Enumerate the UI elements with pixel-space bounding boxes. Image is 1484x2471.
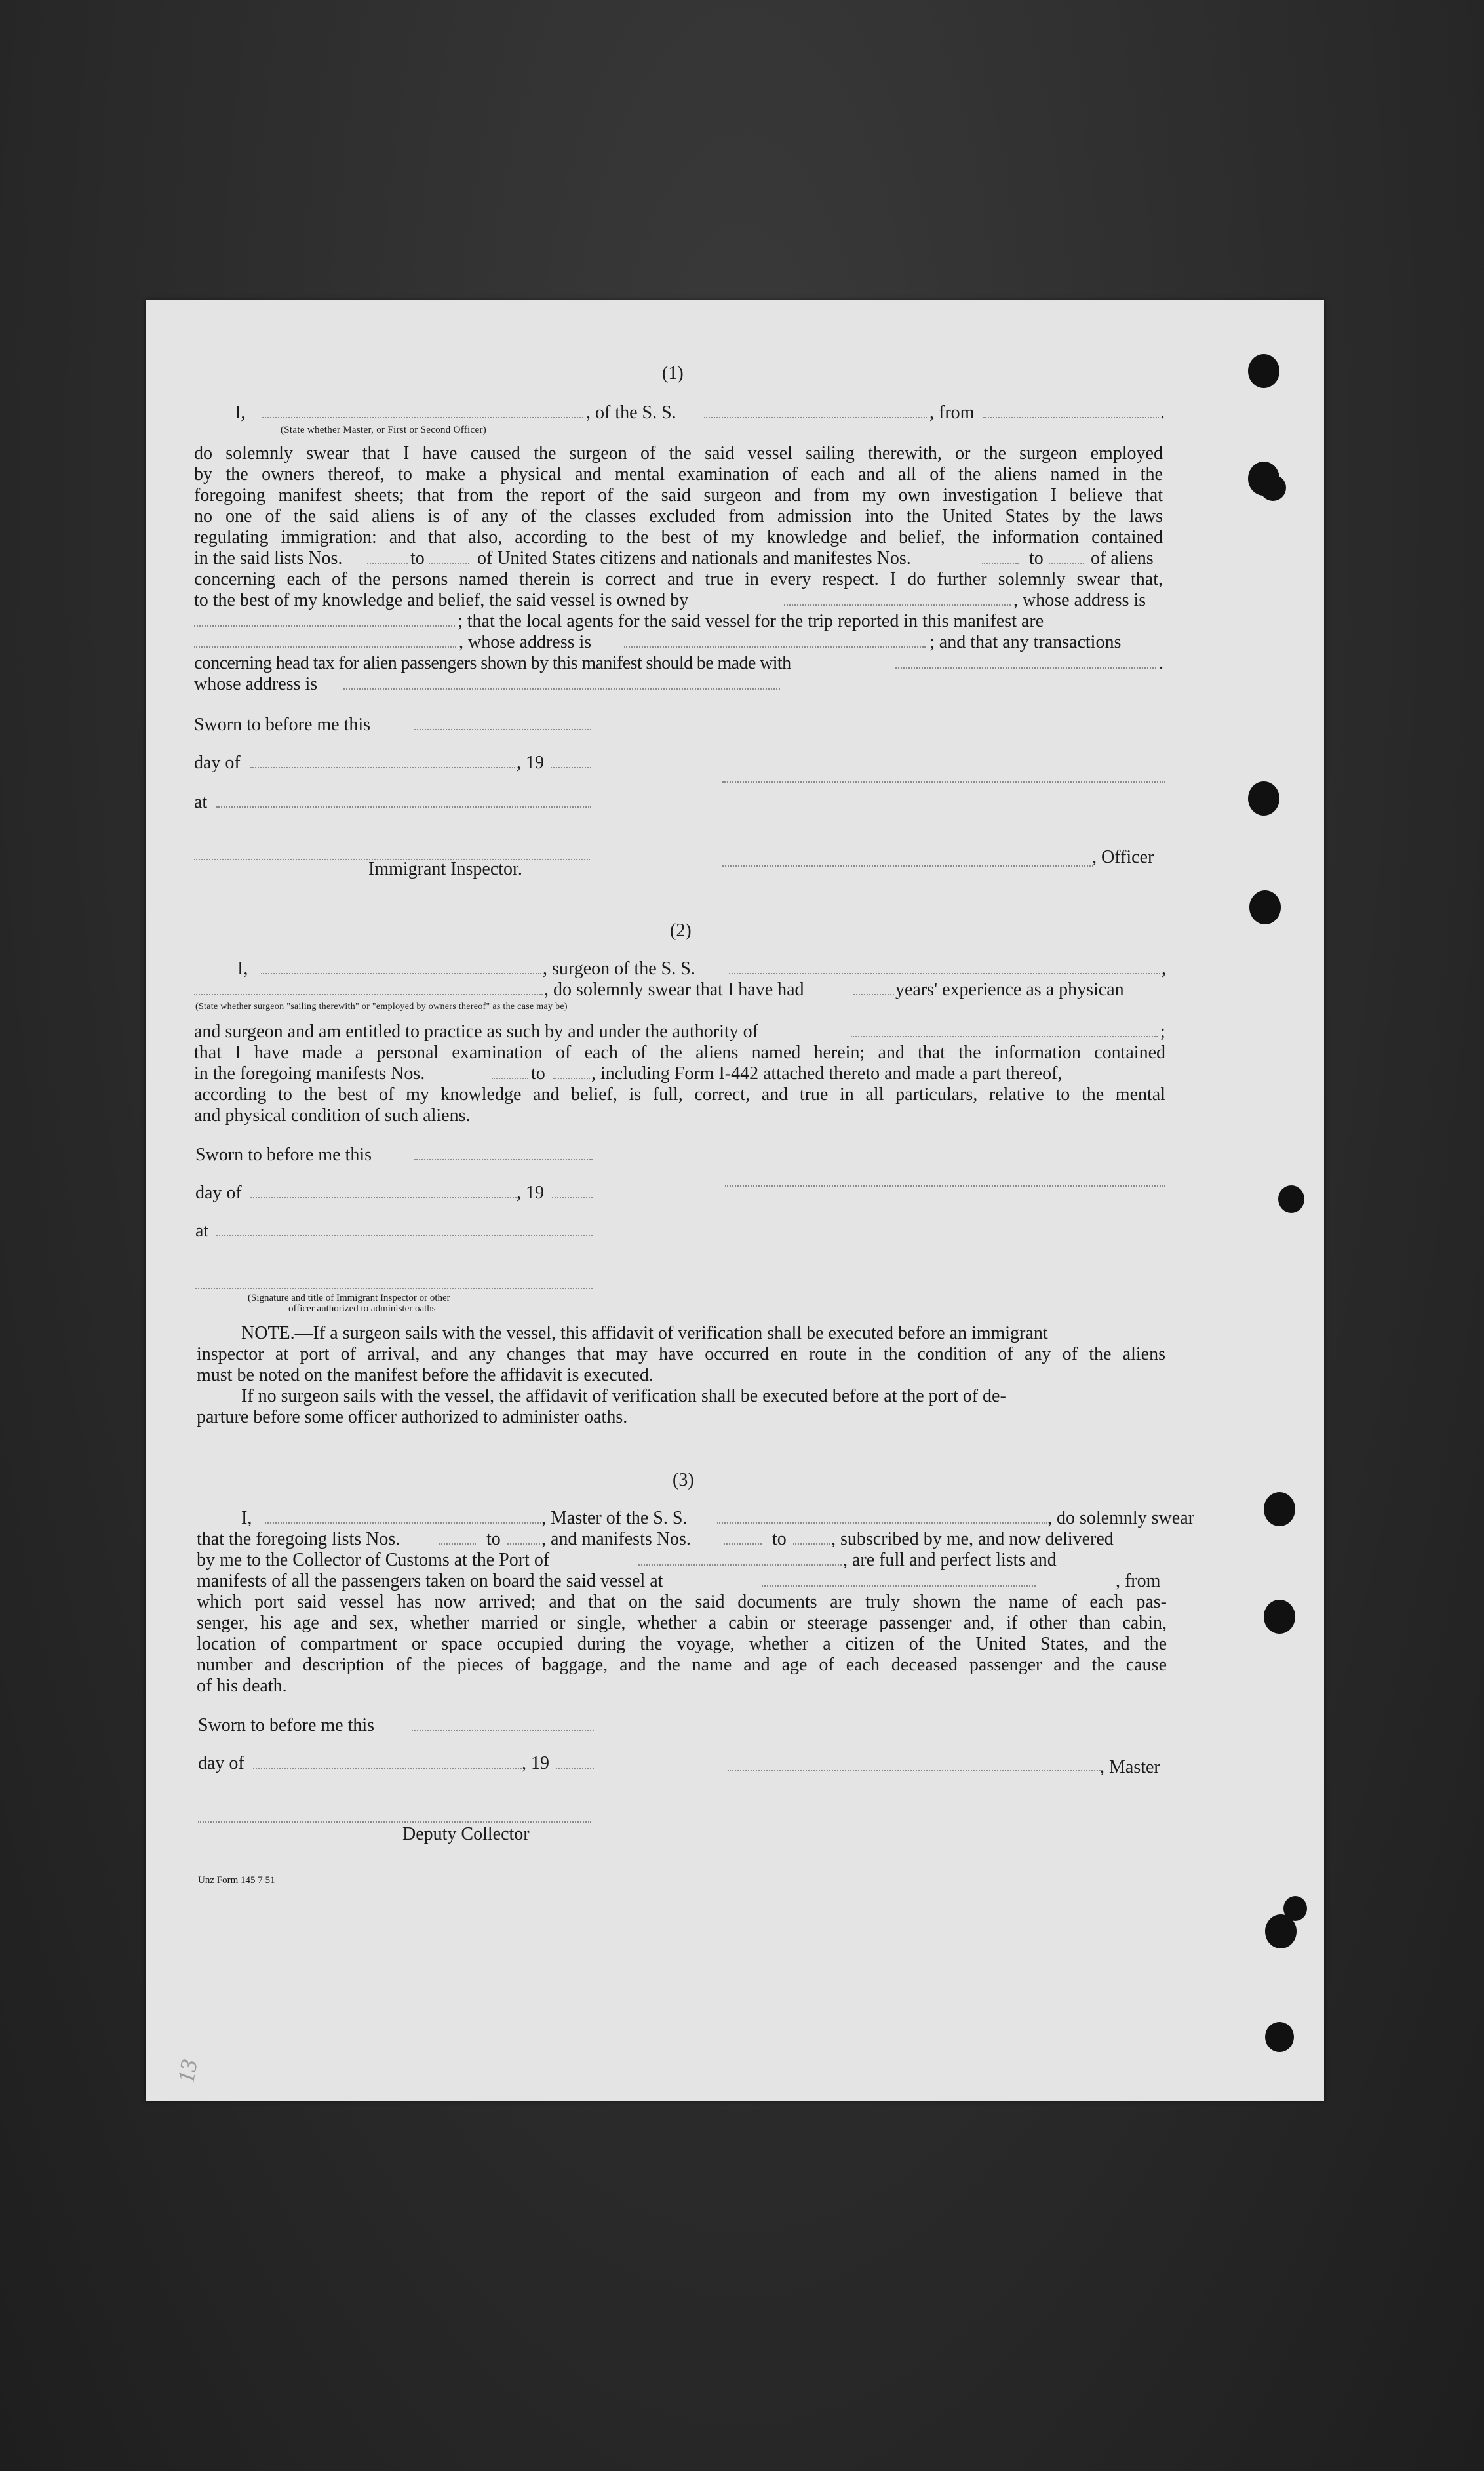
- s1-local-agents: ; that the local agents for the said vessel for the trip reported in this manifest are: [458, 611, 1044, 631]
- s2-authority: and surgeon and am entitled to practice as such by and under the authority of: [194, 1021, 758, 1042]
- s2-year: , 19: [517, 1183, 544, 1203]
- s1-to: to: [410, 548, 425, 568]
- master-name-field[interactable]: [262, 417, 583, 418]
- s3-body-line: which port said vessel has now arrived; and that on the said documents are truly shown the name of each pas-: [197, 1592, 1167, 1612]
- s1-year: , 19: [517, 753, 544, 773]
- s3-master-name-field[interactable]: [265, 1522, 541, 1524]
- officer-rank-note: (State whether Master, or First or Second Officer): [281, 425, 487, 435]
- lists-from-field[interactable]: [367, 563, 408, 564]
- s3-day-of: day of: [198, 1753, 244, 1773]
- s3-body-line: number and description of the pieces of baggage, and the name and age of each deceased passenger and the cause: [197, 1655, 1167, 1675]
- s2-day-of: day of: [195, 1183, 242, 1203]
- note-line: parture before some officer authorized to administer oaths.: [197, 1407, 628, 1427]
- s1-at-field[interactable]: [216, 806, 591, 808]
- s2-sig-note: (Signature and title of Immigrant Inspector or other: [248, 1293, 450, 1303]
- s1-sworn: Sworn to before me this: [194, 715, 371, 735]
- s2-sworn-field[interactable]: [414, 1159, 593, 1160]
- s1-line-i: I,: [235, 403, 246, 423]
- collector-signature-line[interactable]: [198, 1821, 591, 1823]
- s2-sworn: Sworn to before me this: [195, 1145, 372, 1165]
- punch-hole: [1260, 475, 1286, 501]
- s1-officer-signature-line[interactable]: [722, 781, 1165, 783]
- s1-officer-line[interactable]: [722, 865, 1093, 867]
- s1-line-period: .: [1160, 403, 1165, 423]
- s3-body-line: senger, his age and sex, whether married or single, whether a cabin or steerage passenger and, if other than cabin,: [197, 1613, 1167, 1633]
- s1-line-ss: , of the S. S.: [586, 403, 676, 423]
- s2-vessel-field[interactable]: [729, 973, 1160, 974]
- punch-hole: [1278, 1185, 1304, 1213]
- manifests-from-field[interactable]: [982, 563, 1019, 564]
- s3-manifests-to-field[interactable]: [793, 1543, 830, 1545]
- s1-owner-address: , whose address is: [1013, 590, 1146, 610]
- s3-vessel-field[interactable]: [717, 1522, 1047, 1524]
- s2-solemnly: , do solemnly swear that I have had: [544, 979, 804, 1000]
- s1-day-of: day of: [194, 753, 241, 773]
- s3-from: , from: [1116, 1571, 1161, 1591]
- agents-address-field[interactable]: [624, 646, 926, 648]
- punch-hole: [1283, 1896, 1307, 1921]
- section-2-number: (2): [670, 920, 692, 941]
- s2-semicolon: ;: [1160, 1021, 1165, 1042]
- section-3-number: (3): [673, 1470, 694, 1490]
- s3-year-field[interactable]: [556, 1768, 594, 1769]
- s1-manifests-nos: of United States citizens and nationals and manifestes Nos.: [477, 548, 911, 568]
- s1-officer-label: , Officer: [1092, 847, 1154, 867]
- punch-hole: [1248, 781, 1279, 816]
- note-line: must be noted on the manifest before the affidavit is executed.: [197, 1365, 654, 1385]
- s3-port-of: by me to the Collector of Customs at the Port of: [197, 1550, 550, 1570]
- s2-to: to: [531, 1063, 545, 1084]
- s2-at: at: [195, 1221, 209, 1241]
- surgeon-name-field[interactable]: [261, 973, 541, 974]
- vessel-name-field[interactable]: [704, 417, 927, 418]
- punch-hole: [1264, 1492, 1295, 1526]
- s1-head-tax: concerning head tax for alien passengers shown by this manifest should be made with: [194, 653, 791, 673]
- lists-to-field[interactable]: [429, 563, 469, 564]
- s1-lists-nos: in the said lists Nos.: [194, 548, 343, 568]
- s3-lists-nos: that the foregoing lists Nos.: [197, 1529, 400, 1549]
- departure-port-field[interactable]: [762, 1585, 1036, 1587]
- punch-hole: [1249, 890, 1281, 924]
- authority-field[interactable]: [851, 1036, 1158, 1037]
- section-1-number: (1): [662, 363, 684, 384]
- surgeon-status-note: (State whether surgeon "sailing therewith" or "employed by owners thereof" as the case may be): [195, 1002, 568, 1012]
- manifests-to-field[interactable]: [1049, 563, 1084, 564]
- s2-officer-signature-line[interactable]: [195, 1288, 593, 1289]
- s3-death: of his death.: [197, 1676, 287, 1696]
- s1-owned-by: to the best of my knowledge and belief, the said vessel is owned by: [194, 590, 689, 610]
- s3-collector-label: Deputy Collector: [402, 1824, 530, 1844]
- manifest-affidavit-page: [146, 300, 1324, 2101]
- s3-lists-from-field[interactable]: [439, 1543, 476, 1545]
- s3-lists-to-field[interactable]: [507, 1543, 540, 1545]
- arrival-port-field[interactable]: [638, 1564, 842, 1566]
- s2-comma: ,: [1162, 959, 1166, 979]
- punch-hole: [1265, 2022, 1294, 2052]
- s3-delivered: , subscribed by me, and now delivered: [831, 1529, 1114, 1549]
- s2-manifests-to-field[interactable]: [553, 1078, 590, 1079]
- s1-concerning: concerning each of the persons named therein is correct and true in every respect. I do further solemnly swear that,: [194, 569, 1163, 589]
- s2-line-i: I,: [237, 959, 248, 979]
- s3-body-line: location of compartment or space occupied during the voyage, whether a citizen of the United States, and the: [197, 1634, 1167, 1654]
- pencil-page-number: 13: [172, 2057, 203, 2086]
- s2-form-i442: , including Form I-442 attached thereto and made a part thereof,: [591, 1063, 1063, 1084]
- s2-year-field[interactable]: [552, 1197, 593, 1198]
- s2-day-field[interactable]: [250, 1197, 517, 1198]
- s2-surgeon-signature-line[interactable]: [725, 1185, 1165, 1187]
- s1-sworn-field[interactable]: [414, 729, 591, 730]
- s3-solemnly: , do solemnly swear: [1047, 1508, 1194, 1528]
- s2-years: years' experience as a physican: [895, 979, 1124, 1000]
- punch-hole: [1264, 1600, 1295, 1634]
- s1-whose-address: whose address is: [194, 674, 318, 694]
- owner-address-field[interactable]: [194, 625, 455, 627]
- s2-belief: according to the best of my knowledge and belief, is full, correct, and true in all particulars, relative to the mental: [194, 1084, 1165, 1105]
- s3-master-label: , Master: [1100, 1757, 1160, 1777]
- s1-day-field[interactable]: [250, 767, 515, 768]
- note-line: inspector at port of arrival, and any changes that may have occurred en route in the condition of any of the aliens: [197, 1344, 1165, 1364]
- punch-hole: [1248, 354, 1279, 388]
- s3-line-i: I,: [241, 1508, 252, 1528]
- s3-sworn-field[interactable]: [412, 1730, 594, 1731]
- years-experience-field[interactable]: [853, 994, 894, 995]
- s1-body-line: no one of the said aliens is of any of the classes excluded from admission into the United States by the laws: [194, 506, 1163, 526]
- s1-of-aliens: of aliens: [1091, 548, 1154, 568]
- s3-taken-on-board: manifests of all the passengers taken on board the said vessel at: [197, 1571, 663, 1591]
- note-line: If no surgeon sails with the vessel, the affidavit of verification shall be executed before at the port of de-: [241, 1386, 1006, 1406]
- s1-body-line: by the owners thereof, to make a physical and mental examination of each and all of the aliens named in the: [194, 464, 1163, 484]
- s1-body-line: foregoing manifest sheets; that from the report of the said surgeon and from my own investigation I believe that: [194, 485, 1163, 505]
- s2-condition: and physical condition of such aliens.: [194, 1105, 471, 1126]
- note-line: NOTE.—If a surgeon sails with the vessel, this affidavit of verification shall be executed before an immigrant: [241, 1323, 1048, 1343]
- s1-line-from: , from: [929, 403, 975, 423]
- s1-body-line: do solemnly swear that I have caused the surgeon of the said vessel sailing therewith, or the surgeon employed: [194, 443, 1163, 464]
- form-number: Unz Form 145 7 51: [198, 1875, 275, 1886]
- s1-year-field[interactable]: [551, 767, 591, 768]
- head-tax-address-field[interactable]: [343, 688, 780, 690]
- head-tax-agent-field[interactable]: [895, 667, 1156, 669]
- s2-sig-note-2: officer authorized to administer oaths: [288, 1303, 436, 1314]
- s1-agents-address: , whose address is: [459, 632, 592, 652]
- s3-to: to: [486, 1529, 501, 1549]
- s2-examination: that I have made a personal examination of each of the aliens named herein; and that the information contained: [194, 1042, 1165, 1063]
- s3-manifests-nos: , and manifests Nos.: [541, 1529, 691, 1549]
- s3-to-2: to: [772, 1529, 787, 1549]
- surgeon-status-field[interactable]: [194, 994, 543, 995]
- s3-manifests-from-field[interactable]: [724, 1543, 762, 1545]
- s1-transactions: ; and that any transactions: [929, 632, 1122, 652]
- s1-body-line: regulating immigration: and that also, according to the best of my knowledge and belief, the information contained: [194, 527, 1163, 547]
- s1-at: at: [194, 792, 208, 812]
- owner-field[interactable]: [784, 604, 1011, 606]
- agents-field[interactable]: [194, 646, 456, 648]
- master-signature-line[interactable]: [728, 1770, 1103, 1771]
- s1-to-2: to: [1029, 548, 1044, 568]
- s3-full-perfect: , are full and perfect lists and: [843, 1550, 1057, 1570]
- s2-at-field[interactable]: [216, 1235, 593, 1236]
- s3-day-field[interactable]: [253, 1768, 522, 1769]
- s3-master-of: , Master of the S. S.: [541, 1508, 688, 1528]
- s3-year: , 19: [522, 1753, 549, 1773]
- s1-inspector-label: Immigrant Inspector.: [368, 859, 522, 879]
- s2-surgeon-of: , surgeon of the S. S.: [543, 959, 695, 979]
- s2-manifests-nos: in the foregoing manifests Nos.: [194, 1063, 425, 1084]
- s2-manifests-from-field[interactable]: [492, 1078, 528, 1079]
- s3-sworn: Sworn to before me this: [198, 1715, 375, 1735]
- from-port-field[interactable]: [983, 417, 1159, 418]
- s1-head-tax-end: .: [1159, 653, 1163, 673]
